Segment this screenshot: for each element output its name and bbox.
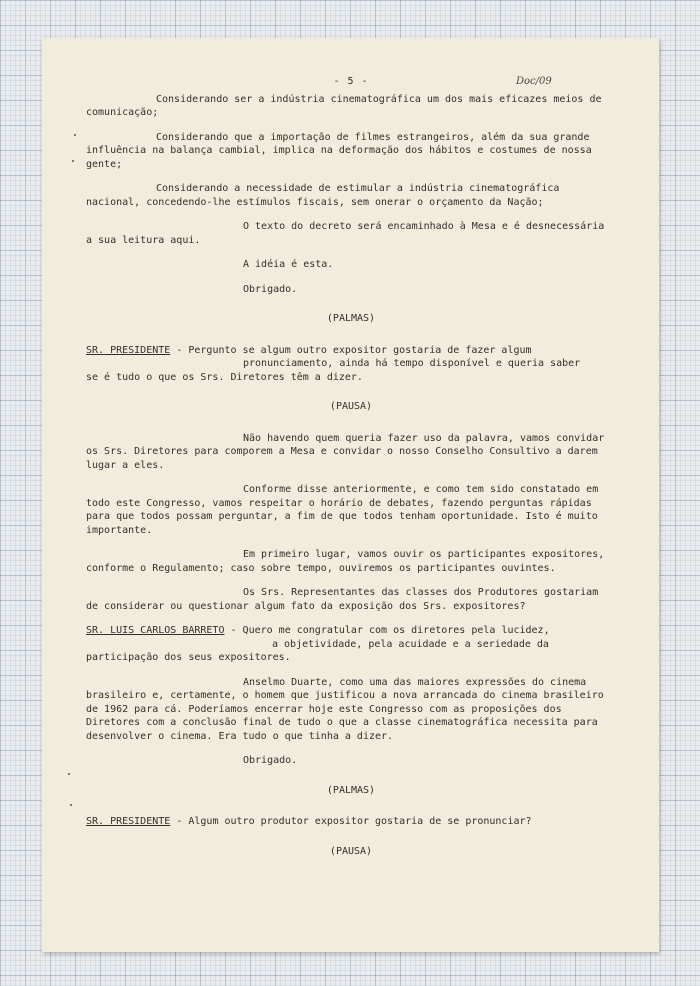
speaker-text: pronunciamento, ainda há tempo disponível e queria saber [243, 358, 581, 369]
punch-mark [68, 773, 70, 775]
stage-note: (PALMAS) [326, 784, 376, 796]
paragraph: Em primeiro lugar, vamos ouvir os participantes expositores, conforme o Regulamento; caso sobre tempo, ouviremos os participantes ouvintes. [86, 549, 605, 574]
doc-stamp: Doc/09 [516, 76, 552, 87]
punch-mark [74, 134, 76, 136]
paragraph: Conforme disse anteriormente, e como tem sido constatado em todo este Congresso, vamos respeitar o horário de debates, fazendo perguntas rápidas para que todos possam perguntar, a fim de que todos tenham oportunidade. Isto é muito importante. [86, 484, 599, 536]
document-body [86, 75, 616, 876]
speaker-block [86, 624, 616, 665]
stage-note: (PAUSA) [329, 401, 373, 412]
speaker-block [86, 815, 616, 829]
speaker-text: se é tudo o que os Srs. Diretores têm a dizer. [86, 371, 363, 383]
page-number: - 5 - [333, 76, 369, 87]
paragraph: Obrigado. [243, 755, 298, 766]
speaker-block [86, 344, 616, 385]
stage-note: (PALMAS) [326, 313, 376, 324]
punch-mark [70, 804, 72, 806]
speaker-text: - Quero me congratular com os diretores pela lucidez, [230, 625, 550, 636]
punch-mark [72, 160, 74, 162]
speaker-text: - Algum outro produtor expositor gostaria de se pronunciar? [176, 816, 532, 827]
paragraph: Anselmo Duarte, como uma das maiores expressões do cinema brasileiro e, certamente, o homem que justificou a nova arrancada do cinema brasileiro de 1962 para cá. Poderíamos encerrar hoje este Congresso com as proposições dos Diretores com a conclusão final de tudo o que a classe cinematográfica necessita para desenvolver o cinema. Era tudo o que tinha a dizer. [86, 676, 604, 742]
paragraph: A idéia é esta. [243, 259, 334, 270]
speaker-name: SR. LUIS CARLOS BARRETO [86, 625, 225, 636]
paragraph: Considerando que a importação de filmes estrangeiros, além da sua grande influência na balança cambial, implica na deformação dos hábitos e costumes de nossa gente; [86, 131, 592, 170]
speaker-name: SR. PRESIDENTE [86, 816, 171, 827]
paragraph: Considerando a necessidade de estimular a indústria cinematográfica nacional, concedendo-lhe estímulos fiscais, sem onerar o orçamento da Nação; [86, 183, 560, 208]
paragraph: Obrigado. [243, 283, 298, 295]
stage-note: (PAUSA) [329, 845, 373, 857]
paragraph: Os Srs. Representantes das classes dos Produtores gostariam de considerar ou questionar algum fato da exposição dos Srs. expositores? [86, 587, 599, 612]
paragraph: Não havendo quem queria fazer uso da palavra, vamos convidar os Srs. Diretores para comporem a Mesa e convidar o nosso Conselho Consultivo a darem lugar a eles. [86, 432, 605, 471]
speaker-text: a objetividade, pela acuidade e a seriedade da participação dos seus expositores. [86, 638, 549, 663]
paragraph: Considerando ser a indústria cinematográfica um dos mais eficazes meios de comunicação; [86, 93, 602, 118]
paragraph: O texto do decreto será encaminhado à Mesa e é desnecessária a sua leitura aqui. [86, 221, 605, 246]
speaker-text: - Pergunto se algum outro expositor gostaria de fazer algum [176, 344, 532, 356]
speaker-name: SR. PRESIDENTE [86, 344, 171, 356]
